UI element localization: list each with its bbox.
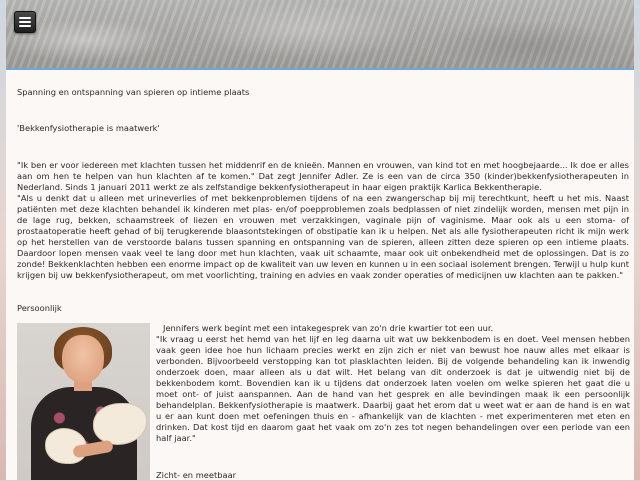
menu-bar [19,21,31,23]
hamburger-menu-icon[interactable] [14,11,36,33]
menu-bar [19,25,31,27]
intro-text: Jennifers werk begint met een intakegesprek van zo'n drie kwartier tot een uur. [163,323,494,333]
background-right [634,0,640,480]
menu-bar [19,17,31,19]
section-heading-zicht: Zicht- en meetbaar [156,470,237,480]
header-banner [6,0,634,70]
main-content [6,70,634,480]
article-paragraph-2: "Als u denkt dat u alleen met urineverlies of met bekkenproblemen tijdens of na een zwangerschap bij mij terechtkunt, heeft u het mis. Naast patiënten met deze klachten behandel ik kinderen met plas- en/of poepproblemen zoals bedplassen of niet zindelijk worden, mensen met pijn in de lage rug, bekken, schaamstreek of liezen en vrouwen met verzakkingen, vaginale pijn of vaginisme. Maar ook als u een stoma- of prostaatoperatie heeft gehad of bij terugkerende blaasontstekingen of obstipatie kan ik u helpen. Net als alle fysiotherapeuten richt ik mijn werk op het herstellen van de verstoorde balans tussen spanning en ontspanning van de spieren, alleen zitten deze spieren op een intieme plaats. Daardoor lopen mensen vaak veel te lang door met hun klachten, vaak uit schaamte, maar ook uit onbekendheid met de oplossingen. Dat is zo zonde! Bekkenklachten hebben een enorme impact op de kwaliteit van uw leven en kunnen u in een sociaal isolement brengen. Terwijl u hulp kunt krijgen bij uw bekkenfysiotherapeut, om met voorlichting, training en advies en vaak zonder operaties of medicijnen uw klachten aan te pakken." [17,193,629,280]
section-heading-persoonlijk: Persoonlijk [17,303,62,313]
article-title: Spanning en ontspanning van spieren op intieme plaats [17,87,250,97]
photo-face [62,335,104,383]
article-paragraph-3: "Ik vraag u eerst het hemd van het lijf en leg daarna uit wat uw bekkenbodem is en doet. Veel mensen hebben vaak geen idee hoe hun lichaam precies werkt en zijn zich er niet van bewust hoe nauw alles met elkaar is verbonden. Bijvoorbeeld verstopping kan tot plasklachten leiden. Bij de volgende behandeling kan ik inwendig onderzoek doen, maar alleen als u dat wilt. Het belang van dit onderzoek is dat je uitwendig niet bij de bekkenbodem komt. Bovendien kan ik u tijdens dat onderzoek laten voelen om welke spieren het gaat die u moet ont- of juist aanspannen. Aan de hand van het gesprek en alle bevindingen maak ik een persoonlijk behandelplan. Bekkenfysiotherapie is maatwerk. Daarbij gaat het erom dat u weet wat er aan de hand is en wat u er aan kunt doen met oefeningen thuis en - afhankelijk van de klachten - met experimenteren met eten en drinken. Dat kost tijd en daarom gaat het vaak om zo'n zes tot negen behandelingen over een periode van een half jaar." [156,334,630,443]
portrait-photo [17,323,150,480]
photo-pelvis-model [93,403,147,445]
article-quote: 'Bekkenfysiotherapie is maatwerk' [17,123,160,133]
article-paragraph-1: "Ik ben er voor iedereen met klachten tussen het middenrif en de knieën. Mannen en vrouwen, van kind tot en met hoogbejaarde... Ik doe er alles aan om hen te helpen van hun klachten af te komen." Dat zegt Jennifer Adler. Ze is een van de circa 350 (kinder)bekkenfysiotherapeuten in Nederland. Sinds 1 januari 2011 werkt ze als zelfstandige bekkenfysiotherapeut in haar eigen praktijk Karlica Bekkentherapie. [17,160,629,192]
